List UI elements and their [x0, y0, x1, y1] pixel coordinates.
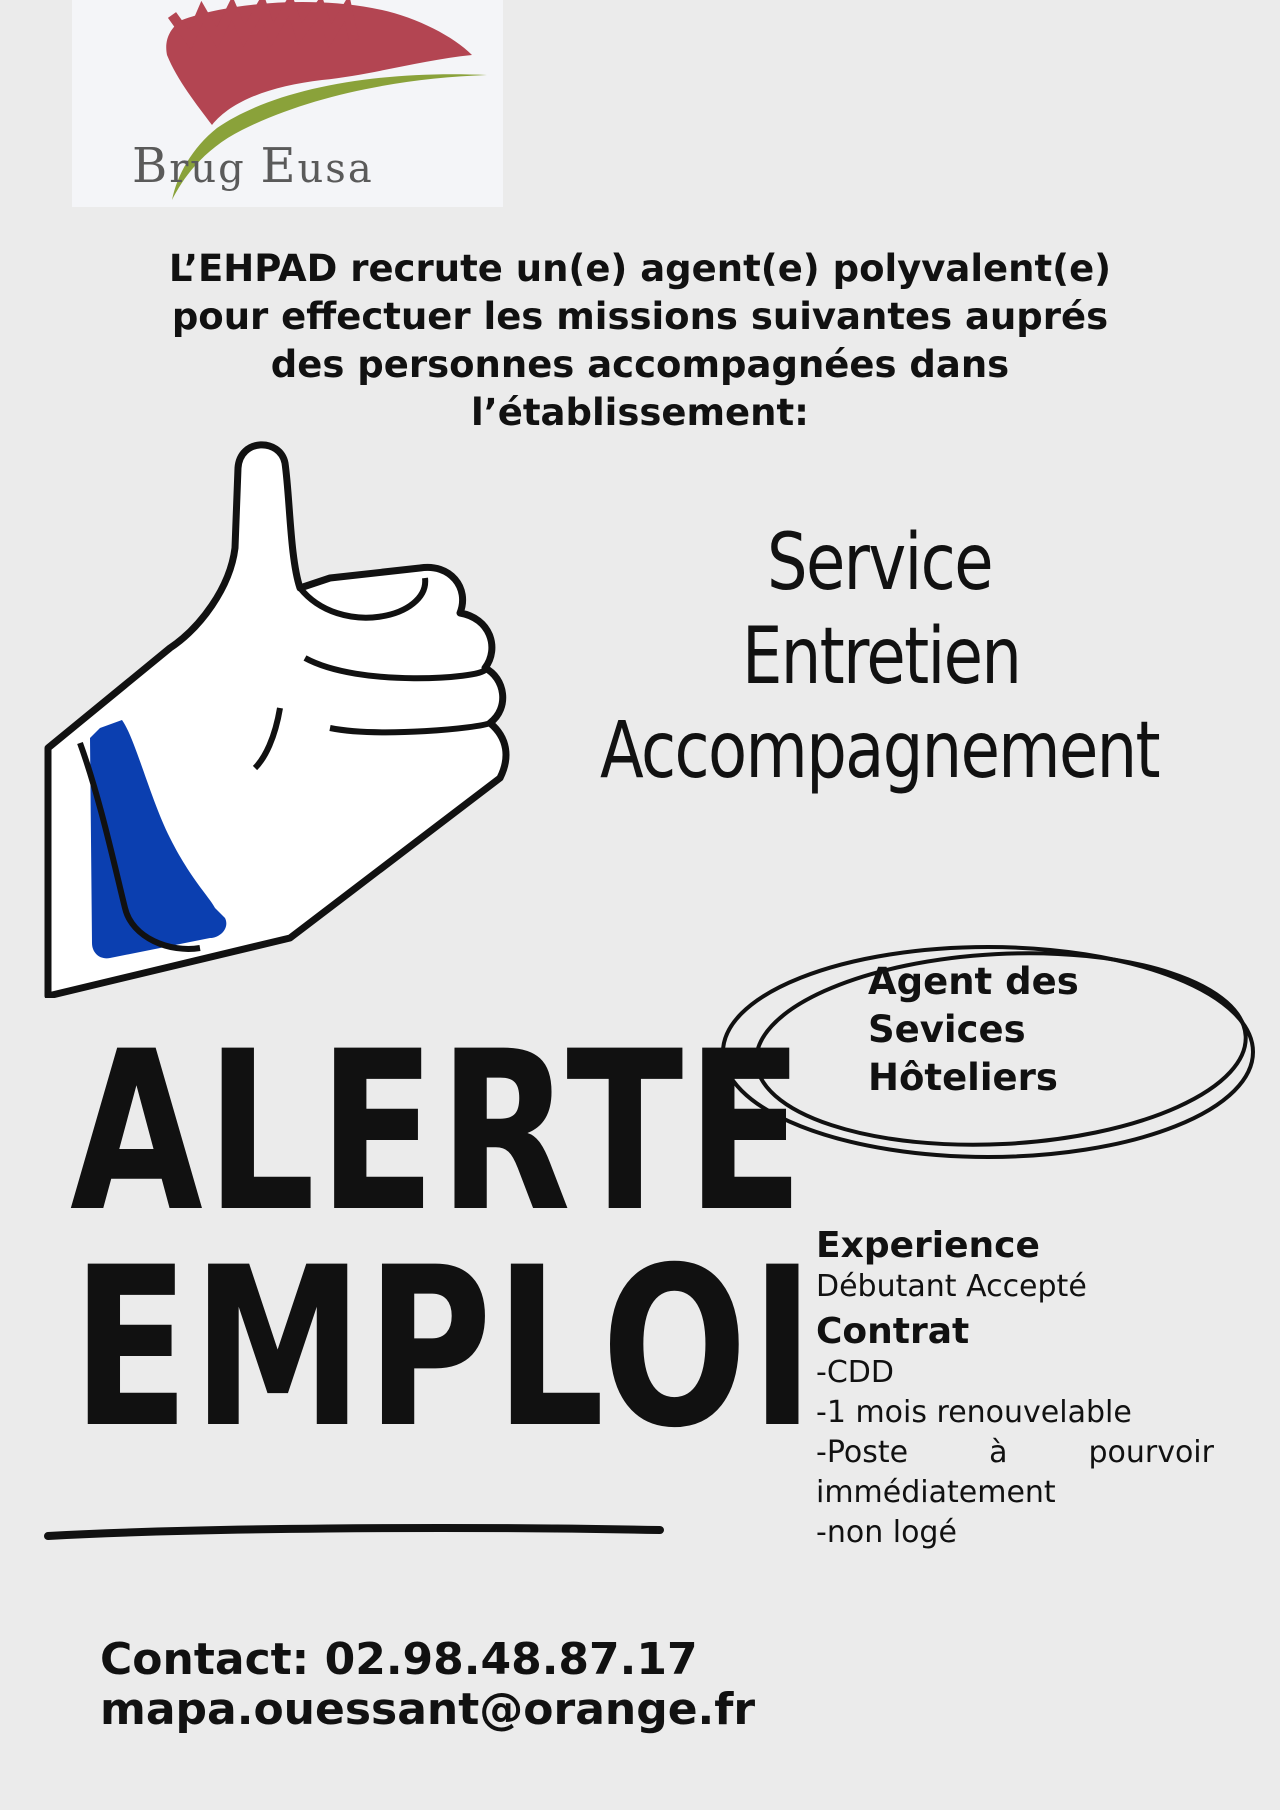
- contact-phone: Contact: 02.98.48.87.17: [100, 1634, 698, 1685]
- role-line: Hôteliers: [868, 1056, 1058, 1099]
- intro-line: des personnes accompagnées dans: [270, 343, 1010, 386]
- contract-item: immédiatement: [816, 1475, 1056, 1510]
- contract-item: -CDD: [816, 1355, 894, 1390]
- contract-item: -1 mois renouvelable: [816, 1395, 1132, 1430]
- intro-line: pour effectuer les missions suivantes auprés: [171, 295, 1109, 338]
- contract-item: -non logé: [816, 1515, 957, 1550]
- intro-line: l’établissement:: [471, 391, 809, 434]
- job-details: [816, 1225, 1214, 1553]
- contact-email: mapa.ouessant@orange.fr: [100, 1684, 756, 1735]
- logo: [72, 0, 503, 207]
- intro-text: [100, 245, 1180, 437]
- service-label: Entretien: [742, 612, 1021, 702]
- logo-wordmark: Brug Eusa: [132, 138, 374, 194]
- contract-item: -Poste à pourvoir: [816, 1435, 1214, 1470]
- role-line: Agent des: [868, 960, 1079, 1003]
- headline-line: EMPLOI: [72, 1220, 818, 1476]
- experience-value: Débutant Accepté: [816, 1269, 1087, 1304]
- headline-underline: [44, 1520, 664, 1544]
- role-line: Sevices: [868, 1008, 1026, 1051]
- thumbs-up-icon: [40, 438, 540, 998]
- intro-line: L’EHPAD recrute un(e) agent(e) polyvalent(e): [168, 247, 1112, 290]
- role-title: [868, 958, 1079, 1102]
- contact-block: [100, 1635, 755, 1735]
- headline-line: ALERTE: [70, 1004, 807, 1260]
- service-label: Accompagnement: [600, 706, 1159, 796]
- service-label: Service: [767, 518, 992, 608]
- experience-label: Experience: [816, 1225, 1040, 1266]
- contract-label: Contrat: [816, 1311, 970, 1352]
